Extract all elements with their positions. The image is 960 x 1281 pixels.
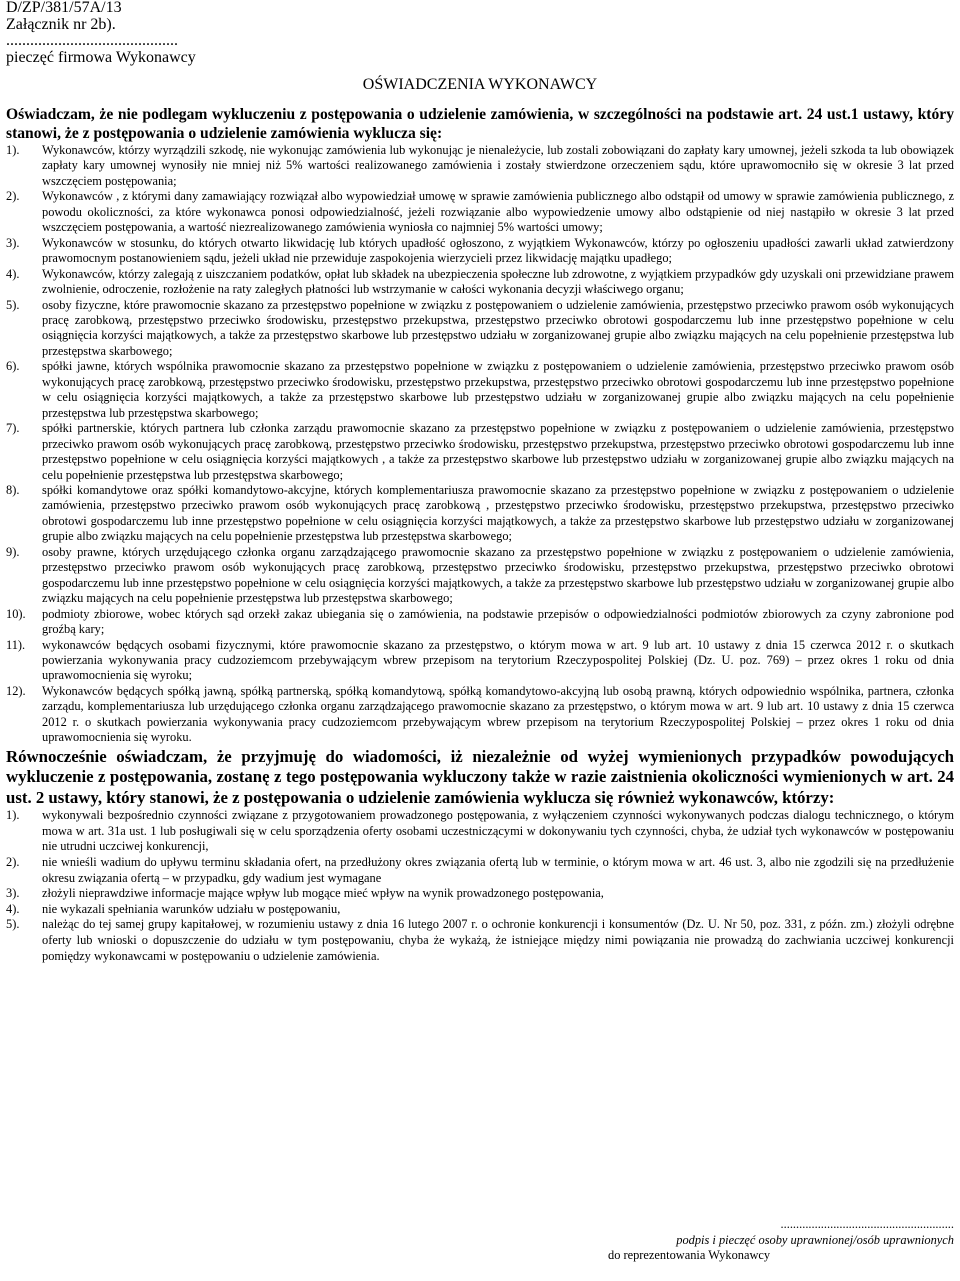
list-item-number: 7). (6, 421, 20, 436)
list-item-text: Wykonawców , z którymi dany zamawiający rozwiązał albo wypowiedział umowę w sprawie zamówienia publicznego albo odstąpił od umowy w sprawie zamówienia publicznego, z powodu okoliczności, za które wykonawca ponosi odpowiedzialność, jeżeli rozwiązanie albo wypowiedzenie umowy albo odstąpienie od niej nastąpiło w okresie 3 lat przed wszczęciem postępowania, a wartość niezrealizowanego zamówienia wyniosła co najmniej 5% wartości umowy; (42, 189, 954, 235)
signature-block (608, 1217, 954, 1264)
list-item-text: Wykonawców, którzy zalegają z uiszczaniem podatków, opłat lub składek na ubezpieczenia społeczne lub zdrowotne, z wyjątkiem przypadków gdy uzyskali oni przewidziane prawem zwolnienie, odroczenie, rozłożenie na raty zaległych płatności lub wstrzymanie w całości wykonania decyzji właściwego organu; (42, 266, 954, 297)
list-item-text: należąc do tej samej grupy kapitałowej, w rozumieniu ustawy z dnia 16 lutego 2007 r. o ochronie konkurencji i konsumentów (Dz. U. Nr 50, poz. 331, z późn. zm.) złożyli odrębne oferty lub wnioski o dopuszczenie do udziału w tym postępowaniu, chyba że wykażą, że istniejące między nimi powiązania nie prowadzą do zachwiania uczciwej konkurencji pomiędzy wykonawcami w postępowaniu o udzielenie zamówienia. (42, 917, 954, 963)
list-item-number: 1). (6, 143, 20, 157)
list-item-text: podmioty zbiorowe, wobec których sąd orzekł zakaz ubiegania się o zamówienia, na podstawie przepisów o odpowiedzialności podmiotów zbiorowych za czyny zabronione pod groźbą kary; (42, 606, 954, 637)
list-item (6, 267, 954, 298)
list-item (6, 607, 954, 638)
declaration-lead-2: Równocześnie oświadczam, że przyjmuję do wiadomości, iż niezależnie od wyżej wymienionych przypadków powodujących wykluczenie z postępowania, zostanę z tego postępowania wykluczony także w razie zaistnienia okoliczności wymienionych w art. 24 ust. 2 ustawy, który stanowi, że z postępowania o udzielenie zamówienia wyklucza się również wykonawców, którzy: (6, 746, 954, 807)
list-item-text: złożyli nieprawdziwe informacje mające wpływ lub mogące mieć wpływ na wynik prowadzonego postępowania, (42, 886, 604, 901)
page-title: OŚWIADCZENIA WYKONAWCY (362, 76, 598, 93)
list-item (6, 886, 954, 902)
list-item-number: 2). (6, 854, 20, 869)
signature-caption-2: do reprezentowania Wykonawcy (608, 1248, 771, 1262)
declaration-lead: Oświadczam, że nie podlegam wykluczeniu z postępowania o udzielenie zamówienia, w szczególności na podstawie art. 24 ust.1 ustawy, który stanowi, że z postępowania o udzielenie zamówienia wyklucza się: (6, 106, 954, 142)
exclusion-list-2 (6, 808, 954, 964)
list-item-number: 12). (6, 683, 26, 698)
list-item (6, 236, 954, 267)
header-dots: ........................................... (6, 32, 178, 49)
list-item (6, 684, 954, 746)
reference-number: D/ZP/381/57A/13 (6, 0, 122, 16)
list-item-text: Wykonawców będących spółką jawną, spółką partnerską, spółką komandytową, spółką komandytowo-akcyjną lub osobą prawną, których odpowiednio wspólnika, partnera, członka zarządu, komplementariusza lub urzędującego członka organu zarządzającego prawomocnie skazano za przestępstwo, o którym mowa w art. 9 lub art. 10 ustawy z dnia 15 czerwca 2012 r. o skutkach powierzania wykonywania pracy cudzoziemcom przebywającym wbrew przepisom na terytorium Rzeczypospolitej Polskiej – przez okres 1 roku od dnia uprawomocnienia się wyroku. (42, 683, 954, 745)
list-item-number: 3). (6, 235, 20, 250)
list-item-text: nie wykazali spełniania warunków udziału w postępowaniu, (42, 901, 341, 916)
list-item (6, 298, 954, 360)
list-item-number: 1). (6, 808, 20, 823)
list-item-text: wykonawców będących osobami fizycznymi, które prawomocnie skazano za przestępstwo, o którym mowa w art. 9 lub art. 10 ustawy z dnia 15 czerwca 2012 r. o skutkach powierzania wykonywania pracy cudzoziemcom przebywającym wbrew przepisom na terytorium Rzeczypospolitej Polskiej (Dz. U. poz. 769) – przez okres 1 roku od dnia uprawomocnienia się wyroku; (42, 637, 954, 683)
list-item-number: 11). (6, 637, 26, 652)
list-item-number: 3). (6, 886, 20, 901)
list-item-number: 9). (6, 544, 20, 559)
list-item-text: Wykonawców, którzy wyrządzili szkodę, nie wykonując zamówienia lub wykonując je nienależycie, lub zostali zobowiązani do zapłaty kary umownej, jeżeli szkoda ta lub obowiązek zapłaty kary umownej wynosiły nie mniej niż 5% wartości realizowanego zamówienia i zostały stwierdzone orzeczeniem sądu, które uprawomocniło się w okresie 3 lat przed wszczęciem postępowania; (42, 143, 954, 188)
signature-caption: podpis i pieczęć osoby uprawnionej/osób uprawnionych (676, 1232, 954, 1247)
list-item (6, 421, 954, 483)
company-stamp-label: pieczęć firmowa Wykonawcy (6, 48, 196, 66)
signature-dots: ........................................................ (780, 1217, 954, 1231)
list-item-text: spółki jawne, których wspólnika prawomocnie skazano za przestępstwo popełnione w związku z postępowaniem o udzielenie zamówienia, przestępstwo przeciwko prawom osób wykonujących pracę zarobkową, przestępstwo przeciwko środowisku, przestępstwo przekupstwa, przestępstwo przeciwko obrotowi gospodarczemu lub inne przestępstwo popełnione w celu osiągnięcia korzyści majątkowych, a także za przestępstwo skarbowe lub przestępstwo udziału w zorganizowanej grupie albo związku mających na celu popełnienie przestępstwa lub przestępstwa skarbowego; (42, 359, 954, 420)
list-item (6, 143, 954, 189)
list-item-number: 4). (6, 901, 20, 916)
list-item (6, 917, 954, 964)
list-item-text: nie wnieśli wadium do upływu terminu składania ofert, na przedłużony okres związania ofertą lub w terminie, o którym mowa w art. 46 ust. 3, albo nie zgodzili się na przedłużenie okresu związania ofertą – w przypadku, gdy wadium jest wymagane (42, 854, 954, 885)
exclusion-list-1 (6, 143, 954, 746)
list-item-text: osoby prawne, których urzędującego członka organu zarządzającego prawomocnie skazano za przestępstwo popełnione w związku z postępowaniem o udzielenie zamówienia, przestępstwo przeciwko prawom osób wykonujących pracę zarobkową, przestępstwo przeciwko środowisku, przestępstwo przekupstwa, przestępstwo przeciwko obrotowi gospodarczemu lub inne przestępstwo popełnione w celu osiągnięcia korzyści majątkowych, a także za przestępstwo skarbowe lub przestępstwo udziału w zorganizowanej grupie albo związku mających na celu popełnienie przestępstwa lub przestępstwa skarbowego; (42, 544, 954, 606)
list-item (6, 545, 954, 607)
attachment-label: Załącznik nr 2b). (6, 15, 116, 33)
list-item (6, 483, 954, 545)
list-item (6, 808, 954, 855)
list-item-number: 8). (6, 482, 20, 497)
list-item (6, 359, 954, 421)
list-item (6, 189, 954, 235)
list-item-number: 5). (6, 917, 20, 932)
list-item-number: 6). (6, 359, 20, 374)
list-item-number: 10). (6, 606, 26, 621)
list-item-number: 4). (6, 266, 20, 281)
list-item-text: spółki partnerskie, których partnera lub członka zarządu prawomocnie skazano za przestępstwo popełnione w związku z postępowaniem o udzielenie zamówienia, przestępstwo przeciwko prawom osób wykonujących pracę zarobkową, przestępstwo przeciwko środowisku, przestępstwo przekupstwa, przestępstwo przeciwko obrotowi gospodarczemu lub inne przestępstwo popełnione w celu osiągnięcia korzyści majątkowych , a także za przestępstwo skarbowe lub przestępstwo udziału w zorganizowanej grupie albo związku mających na celu popełnienie przestępstwa lub przestępstwa skarbowego; (42, 421, 954, 482)
list-item-text: spółki komandytowe oraz spółki komandytowo-akcyjne, których komplementariusza prawomocnie skazano za przestępstwo popełnione w związku z postępowaniem o udzielenie zamówienia, przestępstwo przeciwko prawom osób wykonujących pracę zarobkową , przestępstwo przeciwko środowisku, przestępstwo przekupstwa, przestępstwo przeciwko obrotowi gospodarczemu lub inne przestępstwo popełnione w celu osiągnięcia korzyści majątkowych, a także za przestępstwo skarbowe lub przestępstwo udziału w zorganizowanej grupie albo związku mających na celu popełnienie przestępstwa lub przestępstwa skarbowego; (42, 482, 954, 544)
list-item-text: Wykonawców w stosunku, do których otwarto likwidację lub których upadłość ogłoszono, z wyjątkiem Wykonawców, którzy po ogłoszeniu upadłości zawarli układ zatwierdzony prawomocnym postanowieniem sądu, jeżeli układ nie przewiduje zaspokojenia wierzycieli przez likwidację majątku upadłego; (42, 235, 954, 266)
list-item-number: 2). (6, 189, 20, 204)
list-item-text: wykonywali bezpośrednio czynności związane z przygotowaniem prowadzonego postępowania, z wyłączeniem czynności wykonywanych podczas dialogu technicznego, o którym mowa w art. 31a ust. 1 lub posługiwali się w celu sporządzenia oferty osobami uczestniczącymi w dokonywaniu tych czynności, chyba, że udział tych wykonawców w postępowaniu nie utrudni uczciwej konkurencji, (42, 808, 954, 854)
list-item-number: 5). (6, 297, 20, 312)
document-header (6, 0, 954, 66)
list-item (6, 902, 954, 918)
list-item-text: osoby fizyczne, które prawomocnie skazano za przestępstwo popełnione w związku z postępowaniem o udzielenie zamówienia, przestępstwo przeciwko prawom osób wykonujących pracę zarobkową, przestępstwo przeciwko środowisku, przestępstwo przekupstwa, przestępstwo przeciwko obrotowi gospodarczemu lub inne przestępstwo popełnione w celu osiągnięcia korzyści majątkowych, a także za przestępstwo skarbowe lub przestępstwo udziału w zorganizowanej grupie albo związku mających na celu popełnienie przestępstwa lub przestępstwa skarbowego; (42, 297, 954, 358)
list-item (6, 638, 954, 684)
list-item (6, 855, 954, 886)
